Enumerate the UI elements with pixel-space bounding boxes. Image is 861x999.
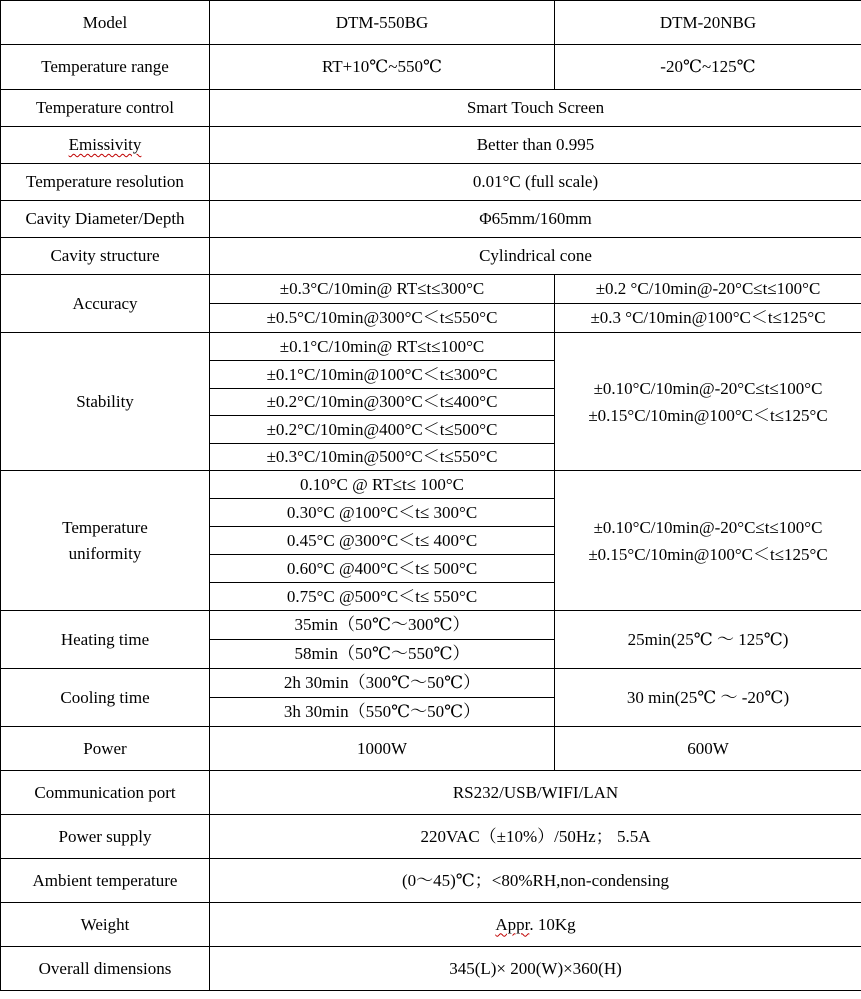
cooling-a-1: 2h 30min（300℃～50℃） xyxy=(210,669,555,698)
label-temperature-range: Temperature range xyxy=(1,45,210,90)
row-cavity-structure xyxy=(1,238,861,275)
accuracy-a-2: ±0.5°C/10min@300°C＜t≤550°C xyxy=(210,304,555,333)
model-a: DTM-550BG xyxy=(210,1,555,45)
emissivity-value: Better than 0.995 xyxy=(210,127,861,164)
accuracy-b-1: ±0.2 °C/10min@-20°C≤t≤100°C xyxy=(555,275,861,304)
label-model: Model xyxy=(1,1,210,45)
row-temperature-control xyxy=(1,90,861,127)
stability-a-2: ±0.1°C/10min@100°C＜t≤300°C xyxy=(210,361,555,389)
row-heating-1 xyxy=(1,611,861,640)
weight-value-suffix: . 10Kg xyxy=(529,914,576,934)
heating-a-1: 35min（50℃～300℃） xyxy=(210,611,555,640)
cavity-structure-value: Cylindrical cone xyxy=(210,238,861,275)
label-accuracy: Accuracy xyxy=(1,275,210,333)
label-cavity-diameter: Cavity Diameter/Depth xyxy=(1,201,210,238)
row-communication-port xyxy=(1,771,861,815)
uniformity-label-line-1: Temperature xyxy=(62,517,148,537)
temperature-range-a: RT+10℃~550℃ xyxy=(210,45,555,90)
row-cooling-1 xyxy=(1,669,861,698)
label-communication-port: Communication port xyxy=(1,771,210,815)
temperature-control-value: Smart Touch Screen xyxy=(210,90,861,127)
temperature-range-b: -20℃~125℃ xyxy=(555,45,861,90)
row-cavity-diameter xyxy=(1,201,861,238)
model-b: DTM-20NBG xyxy=(555,1,861,45)
label-emissivity xyxy=(1,127,210,164)
label-cavity-structure: Cavity structure xyxy=(1,238,210,275)
uniformity-label-line-2: uniformity xyxy=(68,543,142,563)
overall-dimensions-value: 345(L)× 200(W)×360(H) xyxy=(210,947,861,991)
stability-a-4: ±0.2°C/10min@400°C＜t≤500°C xyxy=(210,416,555,444)
uniformity-a-1: 0.10°C @ RT≤t≤ 100°C xyxy=(210,471,555,499)
accuracy-b-2: ±0.3 °C/10min@100°C＜t≤125°C xyxy=(555,304,861,333)
cooling-a-2: 3h 30min（550℃～50℃） xyxy=(210,698,555,727)
label-uniformity xyxy=(1,471,210,611)
row-emissivity xyxy=(1,127,861,164)
label-ambient-temperature: Ambient temperature xyxy=(1,859,210,903)
row-temperature-resolution xyxy=(1,164,861,201)
uniformity-a-3: 0.45°C @300°C＜t≤ 400°C xyxy=(210,527,555,555)
stability-b xyxy=(555,333,861,471)
uniformity-b-2: ±0.15°C/10min@100°C＜t≤125°C xyxy=(588,544,828,564)
temperature-resolution-value: 0.01°C (full scale) xyxy=(210,164,861,201)
power-b: 600W xyxy=(555,727,861,771)
row-model xyxy=(1,1,861,45)
label-temperature-control: Temperature control xyxy=(1,90,210,127)
weight-value xyxy=(210,903,861,947)
row-overall-dimensions xyxy=(1,947,861,991)
row-weight xyxy=(1,903,861,947)
uniformity-a-4: 0.60°C @400°C＜t≤ 500°C xyxy=(210,555,555,583)
communication-port-value: RS232/USB/WIFI/LAN xyxy=(210,771,861,815)
label-temperature-resolution: Temperature resolution xyxy=(1,164,210,201)
emissivity-label-text: Emissivity xyxy=(68,135,142,154)
label-overall-dimensions: Overall dimensions xyxy=(1,947,210,991)
heating-b: 25min(25℃ ～ 125℃) xyxy=(555,611,861,669)
stability-a-3: ±0.2°C/10min@300°C＜t≤400°C xyxy=(210,389,555,416)
row-uniformity-1 xyxy=(1,471,861,499)
stability-a-1: ±0.1°C/10min@ RT≤t≤100°C xyxy=(210,333,555,361)
label-power: Power xyxy=(1,727,210,771)
row-stability-1 xyxy=(1,333,861,361)
stability-b-2: ±0.15°C/10min@100°C＜t≤125°C xyxy=(588,405,828,425)
cooling-b: 30 min(25℃ ～ -20℃) xyxy=(555,669,861,727)
cavity-diameter-value: Φ65mm/160mm xyxy=(210,201,861,238)
stability-a-5: ±0.3°C/10min@500°C＜t≤550°C xyxy=(210,444,555,471)
power-supply-value: 220VAC（±10%）/50Hz； 5.5A xyxy=(210,815,861,859)
ambient-temperature-value: (0～45)℃；<80%RH,non-condensing xyxy=(210,859,861,903)
label-weight: Weight xyxy=(1,903,210,947)
label-heating-time: Heating time xyxy=(1,611,210,669)
row-power-supply xyxy=(1,815,861,859)
label-cooling-time: Cooling time xyxy=(1,669,210,727)
uniformity-b-1: ±0.10°C/10min@-20°C≤t≤100°C xyxy=(593,517,823,537)
uniformity-a-2: 0.30°C @100°C＜t≤ 300°C xyxy=(210,499,555,527)
power-a: 1000W xyxy=(210,727,555,771)
label-power-supply: Power supply xyxy=(1,815,210,859)
heating-a-2: 58min（50℃～550℃） xyxy=(210,640,555,669)
stability-b-1: ±0.10°C/10min@-20°C≤t≤100°C xyxy=(593,378,823,398)
row-ambient-temperature xyxy=(1,859,861,903)
uniformity-b xyxy=(555,471,861,611)
row-accuracy-1 xyxy=(1,275,861,304)
row-power xyxy=(1,727,861,771)
uniformity-a-5: 0.75°C @500°C＜t≤ 550°C xyxy=(210,583,555,611)
row-temperature-range xyxy=(1,45,861,90)
label-stability: Stability xyxy=(1,333,210,471)
weight-value-prefix: Appr xyxy=(495,914,530,934)
accuracy-a-1: ±0.3°C/10min@ RT≤t≤300°C xyxy=(210,275,555,304)
